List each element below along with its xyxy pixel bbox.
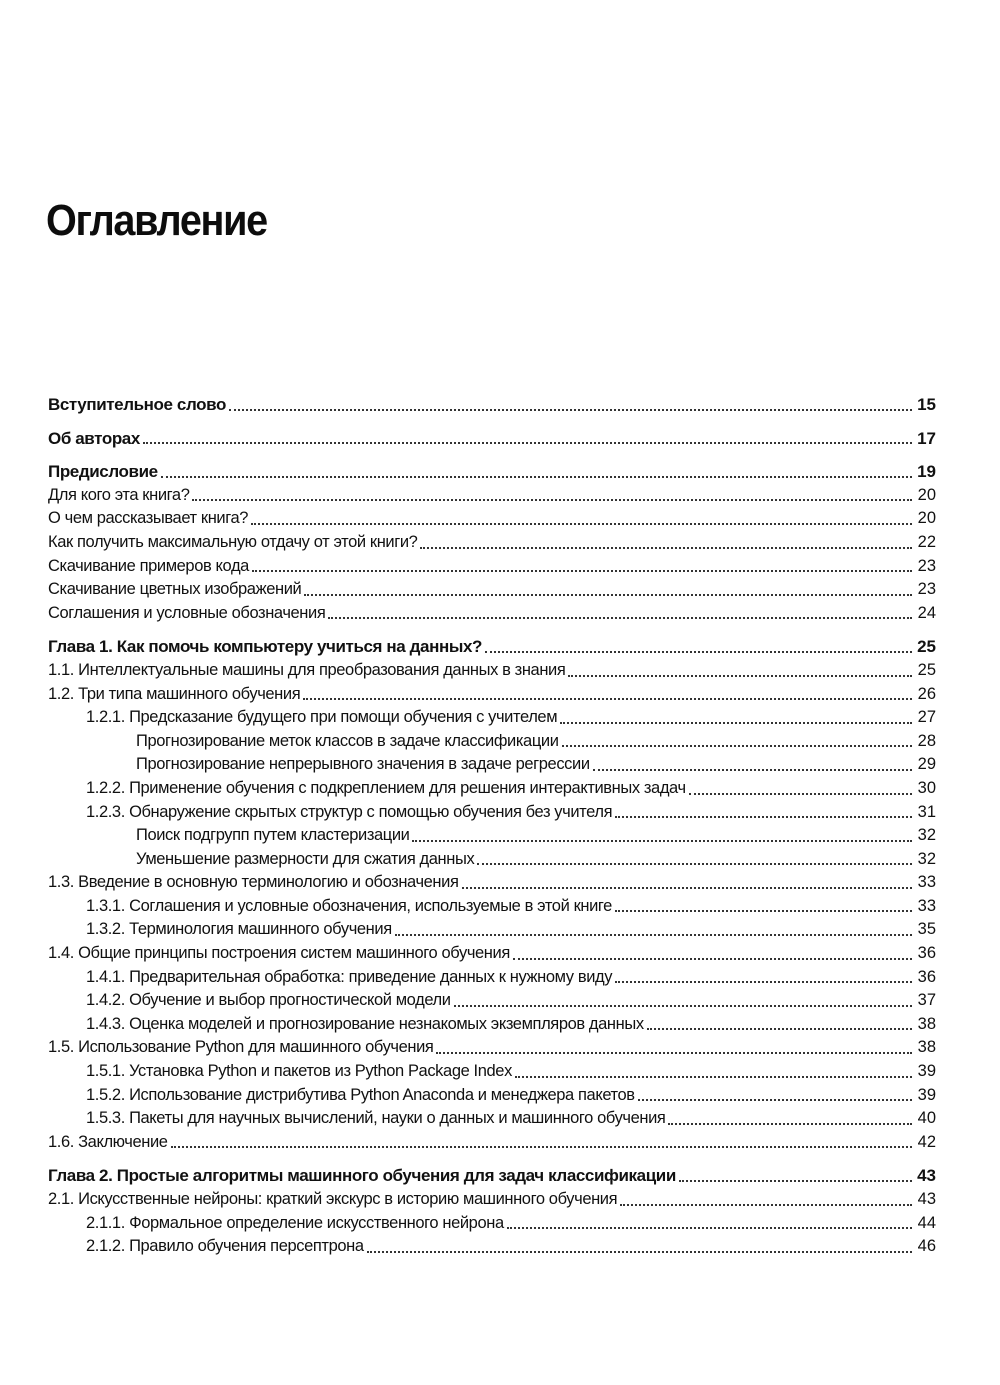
dot-leader [615, 909, 912, 912]
dot-leader [615, 980, 912, 983]
toc-entry [48, 659, 936, 683]
toc-entry-label: 1.4.2. Обучение и выбор прогностической модели [86, 991, 451, 1010]
toc-entry-label: Прогнозирование непрерывного значения в задаче регрессии [136, 755, 590, 774]
toc-entry [48, 895, 936, 919]
toc-entry-label: 2.1.2. Правило обучения персептрона [86, 1237, 364, 1256]
toc-entry [48, 989, 936, 1013]
toc-entry [48, 1188, 936, 1212]
toc-entry-label: 1.1. Интеллектуальные машины для преобразования данных в знания [48, 660, 566, 679]
toc-entry-page: 23 [917, 556, 936, 575]
dot-leader [251, 522, 912, 525]
toc-entry-label: 1.2.3. Обнаружение скрытых структур с помощью обучения без учителя [86, 802, 613, 821]
dot-leader [462, 886, 913, 889]
toc-entry-label: 1.3.1. Соглашения и условные обозначения, используемые в этой книге [86, 896, 612, 915]
toc-entry [48, 848, 936, 872]
toc-entry-about-authors [48, 427, 936, 451]
toc-entry-page: 35 [917, 920, 936, 939]
toc-entry-label: Соглашения и условные обозначения [48, 603, 326, 622]
dot-leader [560, 721, 912, 724]
toc-entry-label: Скачивание примеров кода [48, 556, 249, 575]
toc-entry [48, 1107, 936, 1131]
toc-entry [48, 1131, 936, 1155]
toc-entry-label: 1.5.3. Пакеты для научных вычислений, науки о данных и машинного обучения [86, 1109, 666, 1128]
toc-entry-page: 20 [917, 509, 936, 528]
toc-entry [48, 1060, 936, 1084]
page-title: Оглавление [46, 196, 267, 245]
toc-entry-label: 1.2. Три типа машинного обучения [48, 684, 301, 703]
toc-entry [48, 730, 936, 754]
toc-entry-page: 37 [917, 991, 936, 1010]
toc-entry-chapter-1 [48, 635, 936, 659]
toc-entry-label: Уменьшение размерности для сжатия данных [136, 849, 475, 868]
toc-entry-label: Вступительное слово [48, 395, 226, 414]
toc-entry-page: 15 [917, 395, 936, 414]
toc-entry-label: 1.3.2. Терминология машинного обучения [86, 920, 392, 939]
dot-leader [229, 408, 912, 411]
toc-entry [48, 1084, 936, 1108]
dot-leader [161, 475, 912, 478]
dot-leader [395, 933, 912, 936]
toc-entry [48, 777, 936, 801]
dot-leader [485, 650, 912, 653]
dot-leader [171, 1145, 912, 1148]
dot-leader [192, 498, 912, 501]
toc-entry-label: Глава 1. Как помочь компьютеру учиться на данных? [48, 637, 482, 657]
toc-entry-preface [48, 460, 936, 484]
toc-entry-label: 1.5.2. Использование дистрибутива Python Anaconda и менеджера пакетов [86, 1085, 635, 1104]
dot-leader [143, 441, 912, 444]
dot-leader [507, 1226, 912, 1229]
toc-entry-label: 1.4. Общие принципы построения систем машинного обучения [48, 944, 510, 963]
toc-entry-label: 1.2.2. Применение обучения с подкреплением для решения интерактивных задач [86, 778, 686, 797]
toc-entry-page: 42 [917, 1132, 936, 1151]
toc-entry [48, 531, 936, 555]
dot-leader [638, 1098, 912, 1101]
dot-leader [515, 1075, 912, 1078]
toc-entry-label: Для кого эта книга? [48, 485, 190, 504]
dot-leader [367, 1250, 912, 1253]
toc-entry-foreword [48, 393, 936, 417]
toc-entry [48, 871, 936, 895]
toc-entry-chapter-2 [48, 1164, 936, 1188]
toc-entry-page: 38 [917, 1038, 936, 1057]
toc-entry [48, 1013, 936, 1037]
toc-entry-page: 33 [917, 896, 936, 915]
toc-entry [48, 1212, 936, 1236]
toc-entry [48, 966, 936, 990]
dot-leader [477, 862, 912, 865]
table-of-contents [48, 393, 936, 1259]
toc-entry-page: 17 [917, 428, 936, 448]
toc-entry [48, 753, 936, 777]
dot-leader [513, 957, 912, 960]
toc-entry-label: Глава 2. Простые алгоритмы машинного обучения для задач классификации [48, 1166, 676, 1186]
dot-leader [562, 744, 912, 747]
toc-entry [48, 484, 936, 508]
toc-entry-label: 1.6. Заключение [48, 1132, 168, 1151]
dot-leader [615, 815, 912, 818]
toc-entry-label: 2.1.1. Формальное определение искусственного нейрона [86, 1213, 504, 1232]
toc-entry [48, 706, 936, 730]
toc-entry-page: 23 [917, 580, 936, 599]
toc-entry-page: 27 [917, 708, 936, 727]
toc-entry [48, 578, 936, 602]
toc-entry-label: Как получить максимальную отдачу от этой книги? [48, 532, 418, 551]
toc-entry-page: 22 [917, 532, 936, 551]
toc-entry-page: 28 [917, 731, 936, 750]
toc-entry-page: 19 [917, 462, 936, 482]
dot-leader [568, 674, 912, 677]
dot-leader [620, 1203, 912, 1206]
toc-entry-label: О чем рассказывает книга? [48, 509, 249, 528]
toc-entry [48, 824, 936, 848]
toc-entry [48, 683, 936, 707]
toc-entry-label: 1.5.1. Установка Python и пакетов из Python Package Index [86, 1062, 512, 1081]
toc-entry-page: 24 [917, 603, 936, 622]
toc-entry-page: 39 [917, 1062, 936, 1081]
toc-entry-page: 32 [917, 826, 936, 845]
toc-entry-label: 1.4.1. Предварительная обработка: приведение данных к нужному виду [86, 967, 613, 986]
toc-entry-label: Поиск подгрупп путем кластеризации [136, 826, 410, 845]
toc-entry-label: 1.2.1. Предсказание будущего при помощи обучения с учителем [86, 708, 558, 727]
toc-entry-page: 29 [917, 755, 936, 774]
dot-leader [436, 1051, 912, 1054]
toc-entry [48, 1235, 936, 1259]
dot-leader [668, 1122, 912, 1125]
toc-entry-page: 43 [917, 1190, 936, 1208]
toc-entry-page: 39 [917, 1085, 936, 1104]
toc-entry-page: 26 [917, 684, 936, 703]
toc-entry-page: 43 [917, 1166, 936, 1186]
toc-entry-page: 25 [917, 637, 936, 657]
dot-leader [647, 1027, 912, 1030]
toc-entry-label: 1.5. Использование Python для машинного обучения [48, 1038, 434, 1057]
dot-leader [454, 1004, 912, 1007]
toc-entry-page: 20 [917, 485, 936, 504]
toc-entry-label: 2.1. Искусственные нейроны: краткий экскурс в историю машинного обучения [48, 1190, 618, 1208]
toc-entry [48, 942, 936, 966]
toc-entry-page: 46 [917, 1237, 936, 1256]
toc-entry [48, 602, 936, 626]
dot-leader [303, 697, 912, 700]
toc-entry-page: 36 [917, 967, 936, 986]
dot-leader [328, 616, 912, 619]
toc-entry [48, 801, 936, 825]
toc-entry [48, 918, 936, 942]
dot-leader [593, 768, 912, 771]
dot-leader [412, 839, 912, 842]
dot-leader [420, 546, 912, 549]
toc-entry-page: 33 [917, 873, 936, 892]
toc-entry-page: 30 [917, 778, 936, 797]
toc-entry-page: 25 [917, 660, 936, 679]
dot-leader [689, 792, 912, 795]
toc-entry-page: 44 [917, 1213, 936, 1232]
toc-entry [48, 507, 936, 531]
toc-entry-page: 31 [917, 802, 936, 821]
toc-entry-label: 1.4.3. Оценка моделей и прогнозирование незнакомых экземпляров данных [86, 1014, 644, 1033]
toc-entry [48, 1036, 936, 1060]
toc-entry-label: Скачивание цветных изображений [48, 580, 302, 599]
dot-leader [679, 1179, 912, 1182]
toc-entry-label: Прогнозирование меток классов в задаче классификации [136, 731, 559, 750]
toc-entry-label: 1.3. Введение в основную терминологию и обозначения [48, 873, 459, 892]
dot-leader [304, 593, 912, 596]
dot-leader [252, 569, 912, 572]
toc-entry-page: 38 [917, 1014, 936, 1033]
toc-entry-label: Об авторах [48, 428, 140, 448]
toc-entry-label: Предисловие [48, 462, 158, 482]
toc-entry-page: 36 [917, 944, 936, 963]
toc-entry-page: 40 [917, 1109, 936, 1128]
toc-entry-page: 32 [917, 849, 936, 868]
toc-entry [48, 555, 936, 579]
